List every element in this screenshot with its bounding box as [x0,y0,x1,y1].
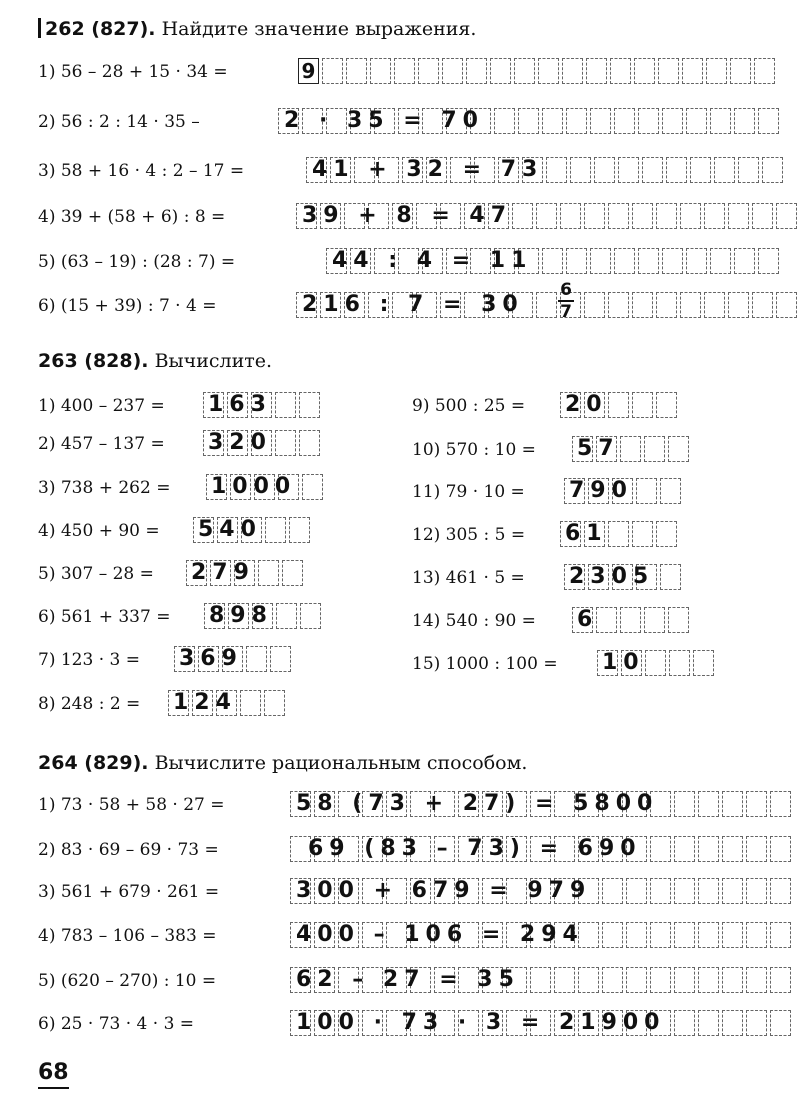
grid-cell [602,878,623,904]
grid-cell [770,1010,791,1036]
grid-cell [608,292,629,318]
grid-cell [394,58,415,84]
handwritten-answer: 216 : 7 = 30 [302,292,524,317]
task-263-item-11 [412,478,792,508]
task-263-item-1 [38,392,398,422]
grid-cell [610,58,631,84]
handwritten-answer: 58 (73 + 27) = 5800 [296,791,659,816]
margin-bar [38,18,41,38]
task-264-number: 264 (829). [38,752,149,774]
grid-cell [626,967,647,993]
expression: 10) 570 : 10 = [412,440,536,460]
grid-cell [776,292,797,318]
grid-cell [282,560,303,586]
expression: 2) 457 – 137 = [38,434,165,454]
handwritten-answer: 163 [208,392,272,417]
expression: 4) 450 + 90 = [38,521,160,541]
grid-cell [636,478,657,504]
grid-cell [276,603,297,629]
task-262-item-3 [38,157,798,187]
grid-cell [275,430,296,456]
expression: 1) 400 – 237 = [38,396,165,416]
task-263-item-9 [412,392,792,422]
expression: 13) 461 · 5 = [412,568,525,588]
grid-cell [738,157,759,183]
grid-cell [698,922,719,948]
expression: 2) 83 · 69 – 69 · 73 = [38,840,219,860]
task-263-item-3 [38,474,398,504]
grid-cell [608,392,629,418]
task-263-item-2 [38,430,398,460]
grid-cell [650,836,671,862]
grid-cell [734,108,755,134]
grid-cell [674,967,695,993]
task-262-item-5 [38,248,798,278]
grid-cell [614,108,635,134]
task-264-heading [38,752,527,774]
grid-cell [632,292,653,318]
grid-cell [730,58,751,84]
expression: 6) 561 + 337 = [38,607,171,627]
grid-cell [704,203,725,229]
handwritten-answer: 6 [577,607,599,632]
grid-cell [650,878,671,904]
grid-cell [656,521,677,547]
grid-cell [728,203,749,229]
expression: 2) 56 : 2 : 14 · 35 – [38,112,200,132]
grid-cell [698,791,719,817]
expression: 8) 248 : 2 = [38,694,141,714]
grid-cell [514,58,535,84]
grid-cell [746,967,767,993]
handwritten-answer: 790 [569,478,633,503]
grid-cell [674,878,695,904]
expression: 15) 1000 : 100 = [412,654,558,674]
grid-cell [584,203,605,229]
grid-cell [596,607,617,633]
grid-cell [536,203,557,229]
grid-cell [662,248,683,274]
grid-cell [270,646,291,672]
handwritten-answer: 124 [173,690,237,715]
grid-cell [586,58,607,84]
expression: 1) 73 · 58 + 58 · 27 = [38,795,225,815]
expression: 3) 738 + 262 = [38,478,171,498]
grid-cell [674,836,695,862]
grid-cell [722,836,743,862]
expression: 5) 307 – 28 = [38,564,154,584]
grid-cell [680,292,701,318]
grid-cell [608,521,629,547]
grid-cell [704,292,725,318]
grid-cell [299,430,320,456]
grid-cell [302,474,323,500]
grid-cell [674,1010,695,1036]
handwritten-answer: 1000 [211,474,297,499]
handwritten-answer: 320 [208,430,272,455]
task-264-item-4 [38,922,798,952]
task-262-number: 262 (827). [45,18,156,40]
grid-cell [632,392,653,418]
handwritten-answer: 279 [191,560,255,585]
handwritten-answer: 540 [198,517,262,542]
grid-cell [265,517,286,543]
grid-cell [626,878,647,904]
grid-cell [590,108,611,134]
task-264-title: Вычислите рациональным способом. [154,752,528,774]
expression: 5) (63 – 19) : (28 : 7) = [38,252,236,272]
expression: 1) 56 – 28 + 15 · 34 = [38,62,228,82]
task-263-item-8 [38,690,398,720]
expression: 3) 58 + 16 · 4 : 2 – 17 = [38,161,245,181]
grid-cell [590,248,611,274]
grid-cell [680,203,701,229]
grid-cell [752,203,773,229]
grid-cell [594,157,615,183]
grid-cell [754,58,775,84]
grid-cell [578,967,599,993]
grid-cell [706,58,727,84]
grid-cell [645,650,666,676]
handwritten-answer: 2305 [569,564,655,589]
grid-cell [530,967,551,993]
task-263-item-15 [412,650,792,680]
grid-cell [542,108,563,134]
grid-cell [632,521,653,547]
task-263-item-13 [412,564,792,594]
grid-cell [728,292,749,318]
handwritten-answer: 44 : 4 = 11 [332,248,533,273]
grid-cell [264,690,285,716]
grid-cell [682,58,703,84]
grid-cell [656,203,677,229]
page-number: 68 [38,1060,69,1089]
grid-cell [722,967,743,993]
task-262-item-2 [38,108,798,138]
grid-cell [698,836,719,862]
handwritten-answer: 69 (83 – 73) = 690 [308,836,642,861]
grid-cell [240,690,261,716]
grid-cell [638,108,659,134]
task-263-heading [38,350,272,372]
task-263-item-7 [38,646,398,676]
task-263-item-14 [412,607,792,637]
grid-cell [560,203,581,229]
grid-cell [698,967,719,993]
grid-cell [746,836,767,862]
grid-cell [602,967,623,993]
grid-cell [650,967,671,993]
grid-cell [722,1010,743,1036]
grid-cell [669,650,690,676]
grid-cell [536,292,557,318]
grid-cell [722,791,743,817]
grid-cell [518,108,539,134]
grid-cell [638,248,659,274]
grid-cell [660,564,681,590]
task-262-heading [38,18,476,40]
grid-cell [566,248,587,274]
expression: 3) 561 + 679 · 261 = [38,882,220,902]
grid-cell [494,108,515,134]
task-264-item-5 [38,967,798,997]
grid-cell [620,607,641,633]
handwritten-answer: 10 [602,650,645,675]
grid-cell [662,108,683,134]
grid-cell [686,248,707,274]
grid-cell [542,248,563,274]
handwritten-answer: 20 [565,392,608,417]
grid-cell [299,392,320,418]
grid-cell [746,791,767,817]
handwritten-answer: 369 [179,646,243,671]
expression: 14) 540 : 90 = [412,611,536,631]
grid-cell [758,248,779,274]
grid-cell [466,58,487,84]
handwritten-answer: 100 · 73 · 3 = 21900 [296,1010,666,1035]
handwritten-answer: 61 [565,521,608,546]
expression: 4) 783 – 106 – 383 = [38,926,217,946]
handwritten-answer: 57 [577,436,620,461]
grid-cell [566,108,587,134]
grid-cell [644,436,665,462]
task-263-title: Вычислите. [154,350,273,372]
grid-cell [668,607,689,633]
grid-cell [658,58,679,84]
grid-cell [722,922,743,948]
grid-cell [660,478,681,504]
grid-cell [632,203,653,229]
handwritten-answer: 898 [209,603,273,628]
grid-cell [642,157,663,183]
task-264-item-6 [38,1010,798,1040]
handwritten-answer: 62 – 27 = 35 [296,967,520,992]
task-262-item-6 [38,280,798,332]
expression: 5) (620 – 270) : 10 = [38,971,217,991]
grid-cell [722,878,743,904]
grid-cell [370,58,391,84]
grid-cell [442,58,463,84]
grid-cell [289,517,310,543]
grid-cell [300,603,321,629]
expression: 7) 123 · 3 = [38,650,140,670]
task-263-item-10 [412,436,792,466]
task-264-item-1 [38,791,798,821]
grid-cell [734,248,755,274]
handwritten-answer: 2 · 35 = 70 [284,108,484,133]
grid-cell [770,922,791,948]
grid-cell [752,292,773,318]
grid-cell [656,292,677,318]
fraction-denominator: 7 [560,302,572,322]
grid-cell [770,967,791,993]
grid-cell [776,203,797,229]
grid-cell [686,108,707,134]
grid-cell [656,392,677,418]
grid-cell [346,58,367,84]
fraction-numerator: 6 [560,280,572,300]
grid-cell [758,108,779,134]
expression: 9) 500 : 25 = [412,396,526,416]
grid-cell [546,157,567,183]
fraction [558,282,574,320]
task-262-title: Найдите значение выражения. [161,18,477,40]
grid-cell [275,392,296,418]
handwritten-answer: 400 – 106 = 294 [296,922,584,947]
expression: 4) 39 + (58 + 6) : 8 = [38,207,226,227]
task-263-item-6 [38,603,398,633]
grid-cell [770,878,791,904]
grid-cell [584,292,605,318]
grid-cell [614,248,635,274]
task-263-item-12 [412,521,792,551]
handwritten-answer: 300 + 679 = 979 [296,878,592,903]
grid-cell [322,58,343,84]
grid-cell [602,922,623,948]
grid-cell [710,248,731,274]
grid-cell [710,108,731,134]
task-264-item-3 [38,878,798,908]
grid-cell [562,58,583,84]
grid-cell [714,157,735,183]
grid-cell [538,58,559,84]
grid-cell [258,560,279,586]
grid-cell [634,58,655,84]
grid-cell [746,878,767,904]
grid-cell [626,922,647,948]
grid-cell [490,58,511,84]
grid-cell [693,650,714,676]
grid-cell [608,203,629,229]
task-263-number: 263 (828). [38,350,149,372]
grid-cell [746,1010,767,1036]
grid-cell [698,1010,719,1036]
answer-cell: 9 [298,58,319,84]
grid-cell [570,157,591,183]
grid-cell [618,157,639,183]
answer-grid [298,58,778,84]
grid-cell [418,58,439,84]
grid-cell [668,436,689,462]
grid-cell [690,157,711,183]
grid-cell [246,646,267,672]
grid-cell [770,791,791,817]
task-263-item-4 [38,517,398,547]
expression: 6) 25 · 73 · 4 · 3 = [38,1014,195,1034]
grid-cell [770,836,791,862]
grid-cell [644,607,665,633]
grid-cell [620,436,641,462]
task-264-item-2 [38,836,798,866]
grid-cell [674,922,695,948]
grid-cell [698,878,719,904]
grid-cell [762,157,783,183]
grid-cell [674,791,695,817]
expression: 11) 79 · 10 = [412,482,525,502]
expression: 6) (15 + 39) : 7 · 4 = [38,296,217,316]
grid-cell [512,203,533,229]
grid-cell [650,922,671,948]
task-263-item-5 [38,560,398,590]
task-262-item-4 [38,203,798,233]
handwritten-answer: 39 + 8 = 47 [302,203,513,228]
expression: 12) 305 : 5 = [412,525,526,545]
grid-cell [554,967,575,993]
task-262-item-1 [38,58,798,88]
grid-cell [666,157,687,183]
grid-cell [746,922,767,948]
handwritten-answer: 41 + 32 = 73 [312,157,544,182]
